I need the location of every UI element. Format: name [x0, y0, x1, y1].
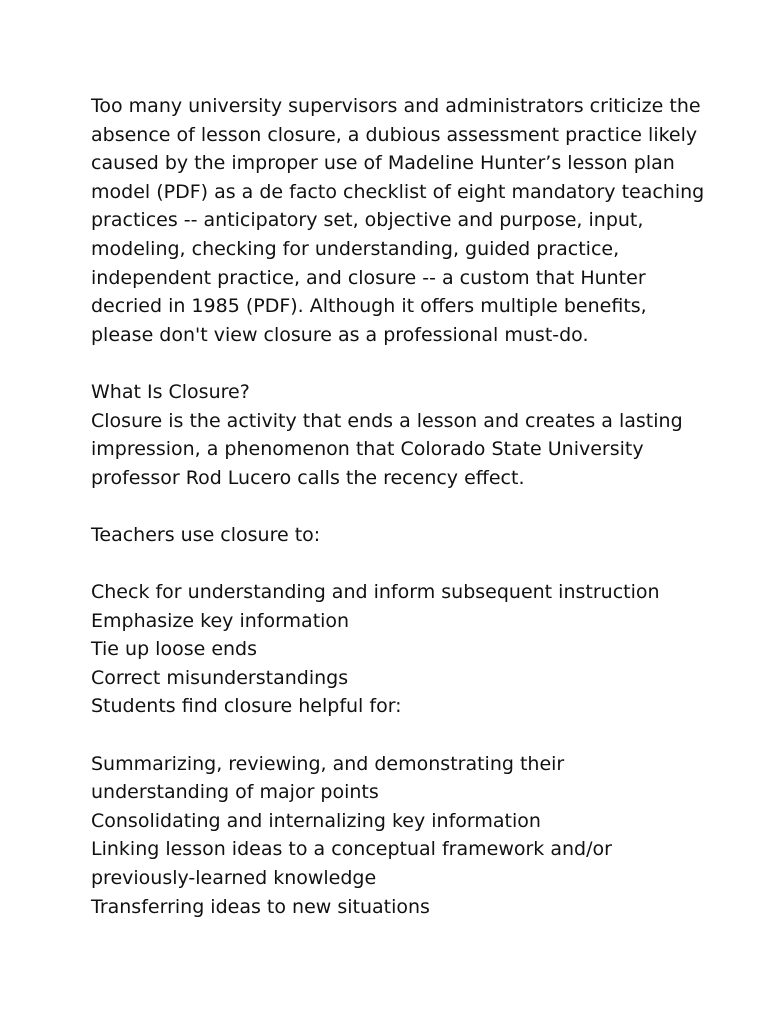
teachers-intro: Teachers use closure to:	[91, 523, 321, 546]
text-line: caused by the improper use of Madeline Hunter’s lesson plan	[91, 152, 675, 175]
blank-line	[91, 349, 731, 378]
text-line: modeling, checking for understanding, guided practice,	[91, 237, 620, 260]
list-item: Transferring ideas to new situations	[91, 895, 430, 918]
teachers-list	[91, 578, 731, 692]
text-line: Too many university supervisors and administrators criticize the	[91, 95, 701, 117]
list-item: Correct misunderstandings	[91, 666, 349, 689]
blank-line	[91, 721, 731, 750]
text-line: impression, a phenomenon that Colorado State University	[91, 438, 644, 461]
text-line: independent practice, and closure -- a custom that Hunter	[91, 266, 646, 289]
text-line: model (PDF) as a de facto checklist of eight mandatory teaching	[91, 180, 705, 203]
blank-line	[91, 492, 731, 521]
text-line: professor Rod Lucero calls the recency effect.	[91, 466, 525, 489]
document-page	[91, 92, 731, 921]
list-item: Tie up loose ends	[91, 638, 258, 661]
text-line: please don't view closure as a professional must-do.	[91, 323, 589, 346]
list-item: understanding of major points	[91, 781, 379, 804]
list-item: Emphasize key information	[91, 609, 350, 632]
intro-paragraph	[91, 92, 731, 349]
text-line: decried in 1985 (PDF). Although it offers multiple benefits,	[91, 295, 647, 318]
blank-line	[91, 550, 731, 579]
text-line: Closure is the activity that ends a lesson and creates a lasting	[91, 409, 683, 432]
list-item: Consolidating and internalizing key information	[91, 809, 541, 832]
students-intro: Students find closure helpful for:	[91, 695, 402, 718]
text-line: practices -- anticipatory set, objective and purpose, input,	[91, 209, 644, 232]
list-item: Linking lesson ideas to a conceptual framework and/or	[91, 838, 612, 861]
text-line: absence of lesson closure, a dubious assessment practice likely	[91, 123, 698, 146]
list-item: previously-learned knowledge	[91, 867, 377, 890]
list-item: Check for understanding and inform subsequent instruction	[91, 581, 660, 604]
students-list	[91, 750, 731, 922]
definition-paragraph	[91, 407, 731, 493]
list-item: Summarizing, reviewing, and demonstrating their	[91, 752, 565, 775]
section-heading: What Is Closure?	[91, 380, 250, 403]
